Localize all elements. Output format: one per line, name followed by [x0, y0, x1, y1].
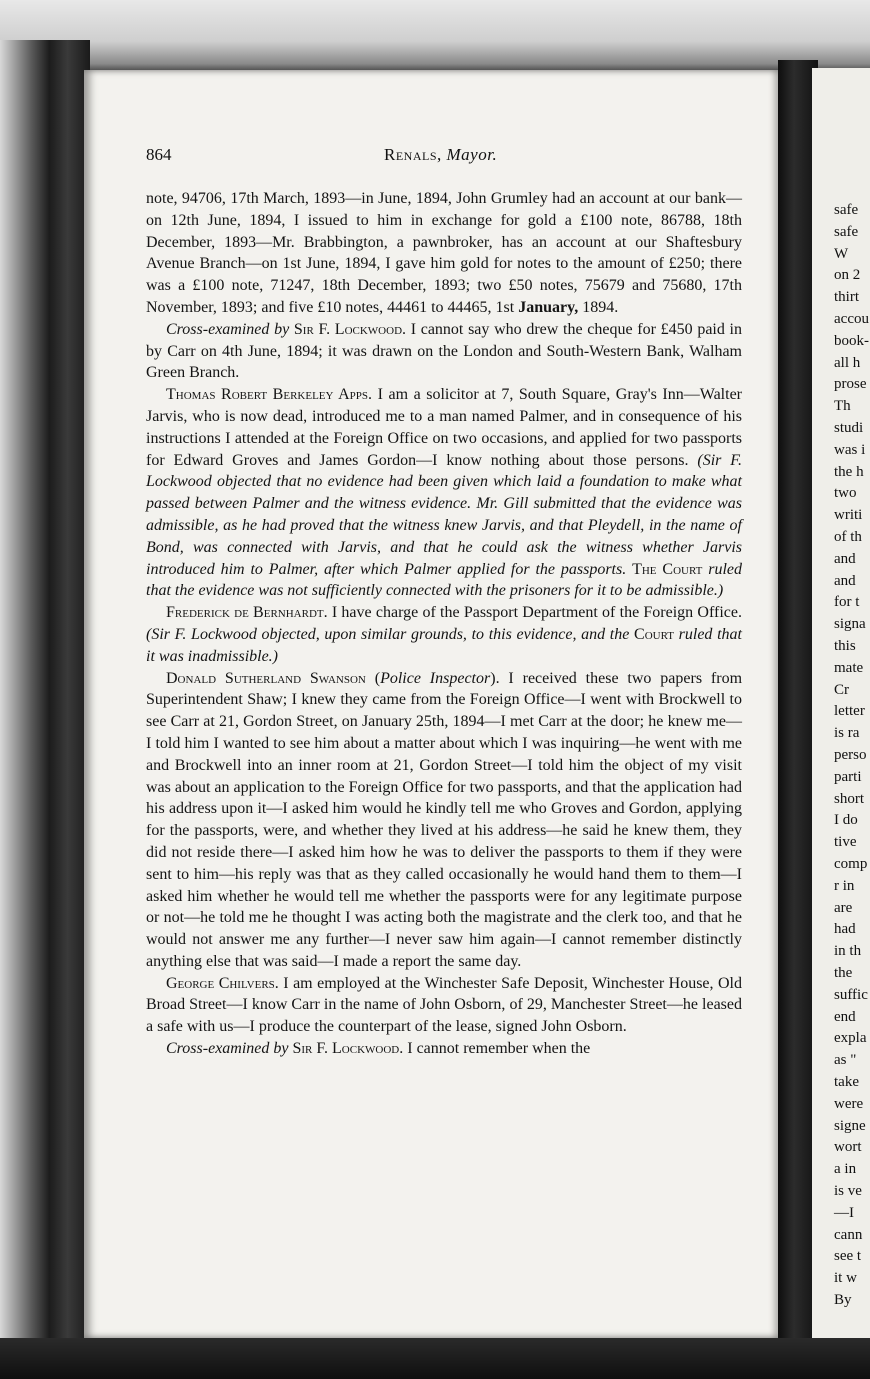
scan-top-margin: [0, 0, 870, 75]
facing-page-line: I do: [834, 812, 858, 829]
text-run: I am a solicitor at 7, South Square, Gray's Inn—Walter Jarvis, who is now dead, introduced me to a man named Palmer, and in consequence of his instructions I attended at the Foreign Office on two occasions, and applied for two passports for Edward Groves and James Gordon—I know nothing about those persons.: [146, 386, 742, 469]
facing-page-line: as ": [834, 1052, 857, 1069]
facing-page-line: is ve: [834, 1183, 862, 1199]
facing-page-line: of th: [834, 529, 862, 545]
facing-page-line: perso: [834, 747, 867, 763]
text-run: I cannot remember when the: [403, 1040, 591, 1058]
text-run: (Sir F. Lockwood objected that no evidence had been given which laid a foundation to make what passed between Palmer and the witness evidence. Mr. Gill submitted that the evidence was admissible, as he had proved that the witness knew Jarvis, and that Pleydell, in the name of Bond, was connected with Jarvis, and that he could ask the witness whether Jarvis introduced him to Palmer, after which Palmer applied for the passports.: [146, 451, 742, 578]
text-run: Donald Sutherland Swanson: [166, 669, 366, 687]
running-head: [384, 145, 497, 165]
facing-page-line: were: [834, 1095, 864, 1112]
facing-page-line: suffic: [834, 986, 868, 1003]
text-run: note, 94706, 17th March, 1893—in June, 1894, John Grumley had an account at our bank—on 12th June, 1894, I issued to him in exchange for gold a £100 note, 86788, 18th December, 1893—Mr. Brabbington, a pawnbroker, has an account at our Shaftesbury Avenue Branch—on 1st June, 1894, I gave him gold for notes to the amount of £250; there was a £100 note, 71247, 18th December, 1893; two £50 notes, 75679 and 75680, 17th November, 1893; and five £10 notes, 44461 to 44465, 1st: [146, 190, 742, 316]
facing-page-line: parti: [834, 768, 862, 785]
running-head-name: Renals,: [384, 145, 442, 164]
facing-page-line: are: [834, 899, 853, 916]
running-head-title: Mayor.: [446, 145, 498, 164]
facing-page-line: accou: [834, 311, 869, 327]
facing-page-line: comp: [834, 856, 868, 872]
facing-page-line: thirt: [834, 289, 859, 306]
facing-page-line: had: [834, 921, 856, 938]
facing-page-line: prose: [834, 376, 867, 393]
facing-page-line: and: [834, 550, 856, 567]
facing-page-line: signe: [834, 1117, 866, 1134]
text-run: Sir F. Lockwood.: [293, 320, 407, 338]
facing-page-line: W: [834, 245, 849, 262]
text-run: I am employed at the Winchester Safe Deposit, Winchester House, Old Broad Street—I know Carr in the name of John Osborn, of 29, Manchester Street—he leased a safe with us—I produce the counterpart of the lease, signed John Osborn.: [146, 974, 742, 1036]
facing-page-fragment: [812, 68, 870, 1358]
facing-page-line: the: [834, 965, 853, 981]
text-run: ). I received these two papers from Superintendent Shaw; I knew they came from the Foreign Office—I went with Brockwell to see Carr at 21, Gordon Street, on January 25th, 1894—I met Carr at the door; he knew me—I told him I wanted to see him about a matter about which I was inquiring—he went with me and Brockwell into an inner room at 21, Gordon Street—I told him the object of my visit was about an application to the Foreign Office for two passports, and that the application had his address upon it—I asked him would he kindly tell me who Groves and Gordon, applying for the passports, were, and whether they lived at his address—he said he knew them, they did not reside there—I asked him how he was to deliver the passports to them if they were sent to him—his reply was that as they called occasionally he would hand them to them—I asked him whether he would tell me whether the passports were for any legitimate purpose or not—he told me he thought I was acting both the magistrate and the clerk too, and that he would not answer me any further—I never saw him again—I cannot remember distinctly anything else that was said—I made a report the same day.: [146, 669, 743, 970]
facing-page-line: on 2: [834, 267, 861, 284]
paragraph-bernhardt-testimony: [146, 602, 742, 667]
facing-page-line: signa: [834, 616, 866, 633]
facing-page-line: and: [834, 572, 856, 589]
facing-page-line: was i: [834, 441, 866, 458]
facing-page-line: see t: [834, 1248, 862, 1265]
facing-page-line: is ra: [834, 725, 860, 742]
facing-page-line: the h: [834, 463, 864, 480]
paragraph-cross-examination-1: [146, 319, 742, 384]
facing-page-line: tive: [834, 834, 857, 851]
facing-page-line: short: [834, 790, 864, 807]
text-run: ruled that it was inadmissible.): [146, 625, 742, 665]
text-run: Police Inspector: [380, 669, 491, 687]
text-run: The Court: [632, 560, 703, 578]
paragraph-cross-examination-2: [146, 1038, 742, 1060]
text-run: I have charge of the Passport Department of the Foreign Office.: [327, 604, 742, 622]
book-left-edge: [0, 40, 90, 1379]
text-run: Sir F. Lockwood.: [292, 1040, 404, 1058]
facing-page-line: expla: [834, 1030, 867, 1047]
facing-page-line: a in: [834, 1161, 857, 1178]
facing-page-line: end: [834, 1008, 856, 1025]
facing-page-line: cann: [834, 1226, 863, 1243]
paragraph-bank-notes: [146, 188, 742, 319]
facing-page-line: book-: [834, 332, 869, 349]
text-run: 1894.: [578, 298, 619, 316]
text-run: Cross-examined by: [166, 320, 290, 338]
paragraph-swanson-testimony: [146, 668, 742, 973]
page-number: 864: [146, 145, 172, 164]
facing-page-line: safe: [834, 223, 859, 240]
text-run: January,: [518, 298, 579, 316]
facing-page-line: —I: [834, 1204, 854, 1221]
facing-page-line: this: [834, 638, 856, 654]
paragraph-apps-testimony: [146, 384, 742, 602]
facing-page-line: take: [834, 1074, 859, 1090]
facing-page-line: letter: [834, 703, 865, 720]
facing-page-line: in th: [834, 943, 862, 960]
text-run: Cross-examined by: [166, 1040, 289, 1058]
facing-page-line: it w: [834, 1270, 857, 1287]
paragraph-chilvers-testimony: [146, 973, 742, 1038]
facing-page-line: writi: [834, 507, 863, 524]
facing-page-line: r in: [834, 877, 855, 894]
text-run: Court: [634, 625, 674, 643]
facing-page-line: two: [834, 485, 857, 502]
facing-page-line: mate: [834, 659, 864, 676]
page-header: [146, 145, 742, 169]
facing-page-line: Th: [834, 398, 851, 415]
facing-page-line: Cr: [834, 681, 849, 698]
text-run: George Chilvers.: [166, 974, 279, 992]
facing-page-line: for t: [834, 594, 860, 611]
text-run: Thomas Robert Berkeley Apps.: [166, 386, 373, 404]
facing-page-line: wort: [834, 1139, 862, 1156]
page-body: [146, 188, 742, 1060]
scan-bottom-margin: [0, 1338, 870, 1379]
facing-page-line: all h: [834, 354, 861, 371]
facing-page-line: safe: [834, 202, 859, 218]
text-run: ruled that the evidence was not sufficiently connected with the prisoners for it to be admissible.): [146, 560, 742, 600]
text-run: (: [365, 669, 381, 687]
text-run: I cannot say who drew the cheque for £450 paid in by Carr on 4th June, 1894; it was drawn on the London and South-Western Bank, Walham Green Branch.: [146, 320, 743, 382]
facing-page-line: studi: [834, 420, 864, 436]
text-run: (Sir F. Lockwood objected, upon similar grounds, to this evidence, and the: [146, 625, 635, 643]
text-run: Frederick de Bernhardt.: [166, 604, 328, 622]
facing-page-line: By: [834, 1292, 852, 1308]
